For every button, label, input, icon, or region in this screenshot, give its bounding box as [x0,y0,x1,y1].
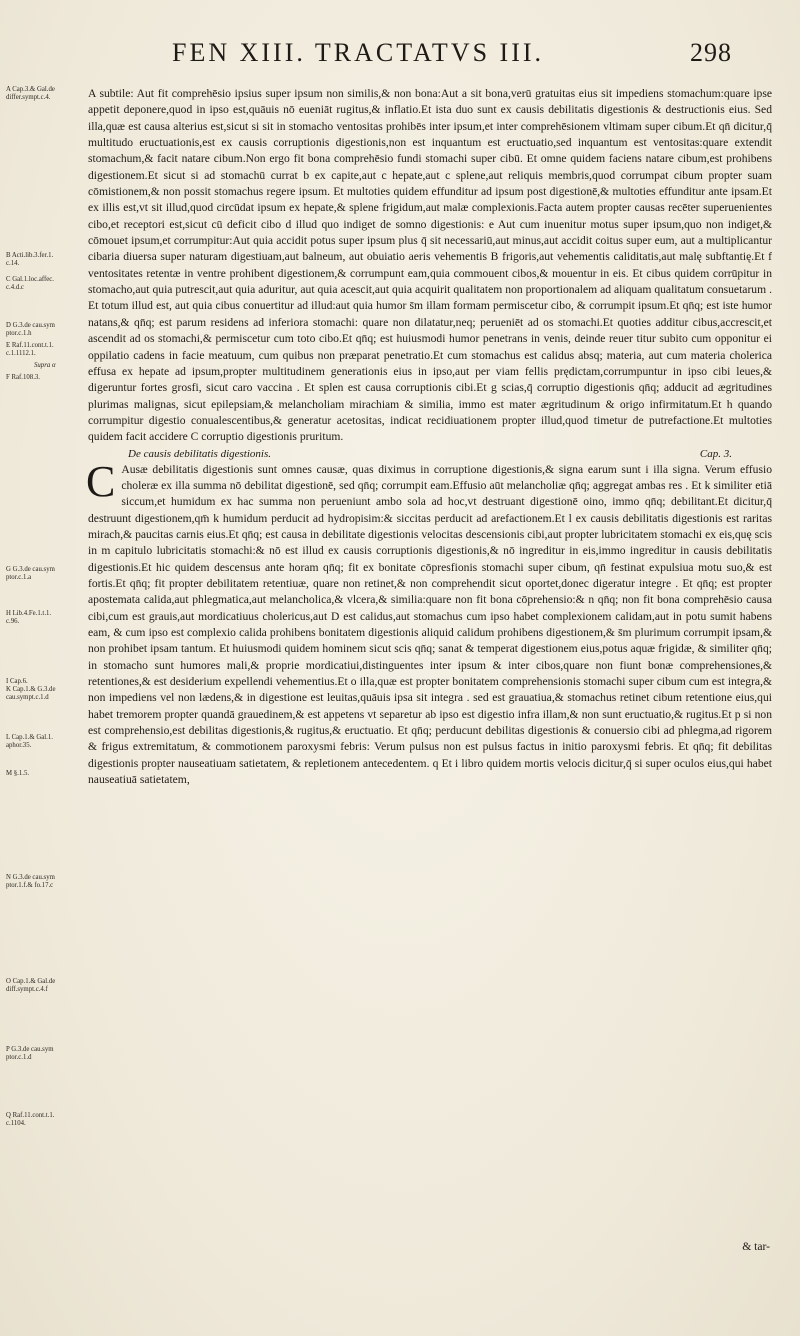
paragraph-2-text: Ausæ debilitatis digestionis sunt omnes causæ, quas diximus in corruptione digestionis,& signa earum sunt i illa signa. Verum effusio choleræ ex illa summa nō debilitat digestionē, sed qn̄q; corrumpit eam.Effusio aūt melancholiæ qn̄q; aggregat ambas res . Et k similiter etiā siccum,et humidum ex hac summa non perueniunt ambo sola ad hoc,vt destruant digestionē oino, immo qn̄q; debilitant.Et dicitur,q̄ destruunt digestionem,qm̄ k humidum perducit ad hydropisim:& siccitas perducit ad arefactionem.Et l ex causis debilitatis digestionis est raritas mirach,& paucitas carnis eius.Et qn̄q; est causa in debilitate digestionis velocitas descensionis cibi,aut propter lubricitatem stomachi ex eis,quę scis in m capitulo lubricitatis stomachi:& nō est illud ex causis corruptionis digestionis,& nō ingreditur in eis,immo ingreditur in causis debilitatis digestionis.Et hic quidem descensus ante horam qn̄q; fit ex bonitate cōpresfionis stomachi super cibum, qn̄ festinat expulsiua motu suo,& est fortis.Et qn̄q; fit propter debilitatem retentiuæ, quare non retinet,& non comprehendit sicut oportet,donec digeratur integre . Et qn̄q; est propter apostemata calida,aut phlegmatica,aut melancholica,& vlcera,& similia:quare non fit bona cōprehensio:& n qn̄q; non fit bona comprehēsio causa cibi,cum est grauis,aut mordicatiuus cholericus,aut D est calidus,aut stomachus cum ipso habet complexionem calidam,aut in potu sumit habens eam, & cum ipso est complexio calida prohibens bonitatem digestionis aliquid calidum prohibens digestionem,& s̄m plurimum corrumpit ipsam,& non prohibet ipsam tantum. Et huiusmodi quidem hominem sicut scis qn̄q; sanat & temperat digestionem eius,potus aquæ frigidæ, & similiter qn̄q; in stomacho sunt humores mali,& proprie mordicatiui,distinguentes inter ipsum & inter cibos,quare non fiunt bonæ comprehensiones,& retentiones,& est desiderium expellendi vehementius.Et o illa,quæ est propter bonitatem comprehensionis stomachi super cibum cum est integra,& non impediens vel non lædens,& in digestione est leuitas,quāuis ipsa sit integra . sed est grauatiua,& stomachus retinet cibum retentione eius,qui habet tremorem propter quandā grauedinem,& est appetens vt separetur ab ipso est digestio infra illam,& non sunt eructuatio,& rugitus.Et p si non est comprehensio,est debilitas digestionis,& rugitus,& eructuatio. Et qn̄q; perducunt debilitas digestionis & conuersio cibi ad phlegma,ad rigorem & frigus extremitatum, & commotionem paroxysmi febris: Verum pulsus non est pulsus factus in initio paroxysmi febris. Et qn̄q; fit debilitas digestionis propter nauseatiuam satietatem, & repletionem antecedentem. q Et i libro quidem mortis velocis dicitur,q̄ si super oculos eius,qui habet nauseatiuā satietatem, [88,462,772,787]
margin-note-q: Q Raf.11.cont.t.1. c.1104. [6,1112,55,1127]
catchword: & tar- [742,1240,770,1253]
paragraph-1: A subtile: Aut fit comprehēsio ipsius super ipsum non similis,& non bona:Aut a sit bona,verū gratuitas eius sit impediens stomachum:quare ipse appetit deponere,quod in ipso est,quāuis nō eueniāt rugitus,& inflatio.Et ista duo sunt ex causis debilitatis digestionis & destructionis eius. Sed illa,quæ est causa alterius est,sicut si sit in stomacho ventositas prohibēs inter ipsum,et inter comprehēsionem vltimam super cibum.Et qn̄ dicitur,q̄ multitudo eructuationis,est ex causis corruptionis digestionis,non est inquantum est eructuatio,sed inquantum est ventositas:quare extendit stomachum,& facit natare cibum.Non ergo fit bona comprehēsio fundi stomachi super cibū. Et omne quidem faciens natare cibum,est prohibens digestionem.Et sicut si ad stomachū currat b ex capite,aut c hepate,aut c splene,aut reliquis membris,quod corrumpat cibum propter suam cōmistionem,& non possit stomachus regere ipsum. Et multoties quidem effunditur ad ipsum post digestionē,& multoties effunditur ante ipsam.Et ex illis est,vt sit illud,quod circūdat ipsum ex hepate,& splene frigidum,aut malæ complexionis.Facta autem propter causas recēter superuenientes cibo,et receptori est,sicut cū deficit cibo d illud quo indiget de somno digestionis: e Aut cum inuenitur motus super ipsum,quo non indiget,& cōmouet ipsum,et corrumpitur:Aut quia accidit potus super ipsum plus q̄ sit necessariū,aut minus,aut accidit coitus super eum, aut a multiplicantur cibaria diuersa super naturam digestiuam,aut balneum, aut obuiatio aeris vehementis B frigoris,aut vehementis caliditatis,aut malę subftantię.Et f ventositates retentæ in ventre prohibent digestionem,& corrumpunt eam,quia commouent cibos,& mouentur in eis. Et cibus quidem corrūpitur in stomacho,aut quia putrescit,aut quia aduritur, aut quia acescit,aut quia acquirit qualitatem non proportionalem ad aliquam qualitatum consuetarum . Et totum illud est, aut quia cibus conuertitur ad illud:aut quia humor s̄m illam formam permiscetur cibo, & corrumpit ipsum.Et qn̄q; est iste humor natans,& qn̄q; est parum residens ad inferiora stomachi: quare non dilatatur,neq; perueniēt ad os stomachi.Et quoties additur cibus,accrescit,et ascendit ad os stomachi,& permiscetur cum toto cibo.Et qn̄q; est huiusmodi humor penetrans in venis, deinde reuer titur subito cum opponitur ei oppilatio cadens in facie meatuum, cum quibus non præparat penetratio.Et cum stomachus est calidus absq; materia, aut cum materia cholerica effusa ex hepate ad ipsum,propter multitudinem generationis eius in ipso,aut per viam fellis prędictam,corrumpuntur in ipso cibi leues,& digeruntur fortes grosfi, sicut caro vaccina . Et splen est causa corruptionis cibi.Et g scias,q̄ corruptio digestionis qn̄q; adducit ad ægritudines plurimas malignas, sicut epilepsiam,& melancholiam mirachiam & similia, immo est mater ægritudinum & origo infirmitatum.Et h quando corrumpitur digestio conualescentibus,& generatur acetositas, indicat recidiuationem propter illud,quod timetur de putrefactione.Et multoties quidem facit accidere C corruptio digestionis pruritum. [88,87,772,444]
paragraph-2 [86,456,772,789]
margin-note-c: C Gal.1.loc.affec. c.4.d.c [6,276,54,291]
page-number: 298 [690,38,732,67]
chapter-number: Cap. 3. [699,447,732,460]
margin-note-l: L Cap.1.& Gal.1. aphor.35. [6,734,53,749]
margin-note-a: A Cap.3.& Gal.de differ.sympt.c.4. [6,86,55,101]
main-text [88,86,772,788]
margin-note-supra: Supra α [34,362,56,369]
margin-note-m: M §.1.5. [6,770,30,777]
marginal-notes [6,86,86,1206]
margin-note-b: B Acti.lib.3.fer.1. c.14. [6,252,54,267]
section-title: De causis debilitatis digestionis. [128,447,271,460]
margin-note-i-k: I Cap.6. K Cap.1.& G.3.de cau.sympt.c.1.d [6,678,56,701]
drop-cap: C [86,456,116,506]
page-header [92,38,732,78]
margin-note-g: G G.3.de cau.sym ptor.c.1.a [6,566,55,581]
margin-note-o: O Cap.1.& Gal.de diff.sympt.c.4.f [6,978,56,993]
running-title: FEN XIII. TRACTATVS III. [172,38,545,67]
margin-note-d: D G.3.de cau.sym ptor.c.1.h [6,322,55,337]
margin-note-p: P G.3.de cau.sym ptor.c.1.d [6,1046,54,1061]
margin-note-f: F Raf.108.3. [6,374,40,381]
section-heading [88,446,772,462]
margin-note-n: N G.3.de cau.sym ptor.1.f.& fo.17.c [6,874,55,889]
margin-note-e: E Raf.11.cont.t.1. c.1.1112.1. [6,342,54,357]
margin-note-h: H Lib.4.Fe.1.t.1. c.96. [6,610,52,625]
